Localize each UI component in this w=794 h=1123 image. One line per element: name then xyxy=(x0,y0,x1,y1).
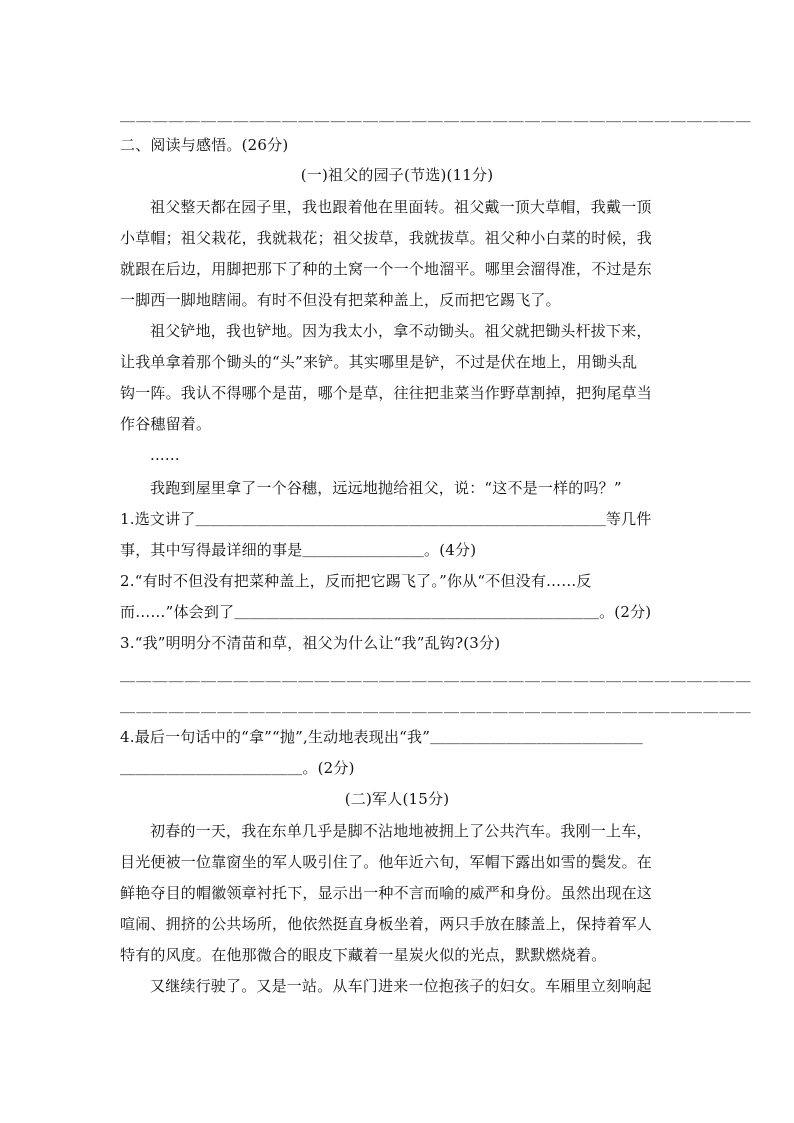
answer-blank-line: ＿＿＿＿＿＿＿＿＿＿＿＿＿＿＿＿＿＿＿＿＿＿＿＿＿＿＿＿＿＿＿＿＿＿＿＿＿＿＿ xyxy=(120,697,752,715)
paragraph-line: 就跟在后边，用脚把那下了种的土窝一个一个地溜平。哪里会溜得准，不过是东 xyxy=(120,260,653,278)
section-heading: 二、阅读与感悟。(26分) xyxy=(120,136,289,154)
question-1-line-1: 1.选文讲了＿＿＿＿＿＿＿＿＿＿＿＿＿＿＿＿＿＿＿＿＿＿＿＿＿＿＿等几件 xyxy=(120,510,652,528)
paragraph-line: 祖父整天都在园子里，我也跟着他在里面转。祖父戴一顶大草帽，我戴一顶 xyxy=(150,198,652,216)
passage-title: (二)军人(15分) xyxy=(344,790,450,808)
answer-blank-line: ＿＿＿＿＿＿＿＿＿＿＿＿＿＿＿＿＿＿＿＿＿＿＿＿＿＿＿＿＿＿＿＿＿＿＿＿＿＿＿ xyxy=(120,106,752,124)
answer-blank-line: ＿＿＿＿＿＿＿＿＿＿＿＿＿＿＿＿＿＿＿＿＿＿＿＿＿＿＿＿＿＿＿＿＿＿＿＿＿＿＿ xyxy=(120,666,752,684)
question-4-line-2: ＿＿＿＿＿＿＿＿＿＿＿＿。(2分) xyxy=(120,759,355,777)
paragraph-line: 我跑到屋里拿了一个谷穗，远远地抛给祖父，说：“这不是一样的吗？” xyxy=(150,479,622,497)
paragraph-line: 钩一阵。我认不得哪个是苗，哪个是草，往往把韭菜当作野草割掉，把狗尾草当 xyxy=(120,384,653,402)
paragraph-line: 特有的风度。在他那微合的眼皮下藏着一星炭火似的光点，默默燃烧着。 xyxy=(120,946,607,964)
paragraph-line: 祖父铲地，我也铲地。因为我太小，拿不动锄头。祖父就把锄头杆拔下来， xyxy=(150,322,652,340)
paragraph-line: 初春的一天，我在东单几乎是脚不沾地地被拥上了公共汽车。我刚一上车， xyxy=(150,822,652,840)
paragraph-line: 让我单拿着那个锄头的“头”来铲。其实哪里是铲，不过是伏在地上，用锄头乱 xyxy=(120,353,638,371)
question-1-line-2: 事，其中写得最详细的事是＿＿＿＿＿＿＿＿。(4分) xyxy=(120,541,477,559)
paragraph-line: 作谷穗留着。 xyxy=(120,415,212,433)
paragraph-line: 鲜艳夺目的帽徽领章衬托下，显示出一种不言而喻的威严和身份。虽然出现在这 xyxy=(120,884,653,902)
question-2-line-1: 2.“有时不但没有把菜种盖上，反而把它踢飞了。”你从“不但没有……反 xyxy=(120,572,592,590)
paragraph-line: 一脚西一脚地瞎闹。有时不但没有把菜种盖上，反而把它踢飞了。 xyxy=(120,291,561,309)
question-4-line-1: 4.最后一句话中的“拿”“抛”,生动地表现出“我”＿＿＿＿＿＿＿＿＿＿＿＿＿＿ xyxy=(120,728,643,746)
ellipsis-line: ...... xyxy=(150,446,180,464)
paragraph-line: 目光便被一位靠窗坐的军人吸引住了。他年近六旬，军帽下露出如雪的鬓发。在 xyxy=(120,853,653,871)
question-2-line-2: 而……”体会到了＿＿＿＿＿＿＿＿＿＿＿＿＿＿＿＿＿＿＿＿＿＿＿＿。(2分) xyxy=(120,603,652,621)
question-3: 3.“我”明明分不清苗和草，祖父为什么让“我”乱钩?(3分) xyxy=(120,634,501,652)
paragraph-line: 又继续行驶了。又是一站。从车门进来一位抱孩子的妇女。车厢里立刻响起 xyxy=(150,977,652,995)
paragraph-line: 喧闹、拥挤的公共场所，他依然挺直身板坐着，两只手放在膝盖上，保持着军人 xyxy=(120,915,653,933)
paragraph-line: 小草帽；祖父栽花，我就栽花；祖父拔草，我就拔草。祖父种小白菜的时候，我 xyxy=(120,229,653,247)
passage-title: (一)祖父的园子(节选)(11分) xyxy=(300,166,494,184)
